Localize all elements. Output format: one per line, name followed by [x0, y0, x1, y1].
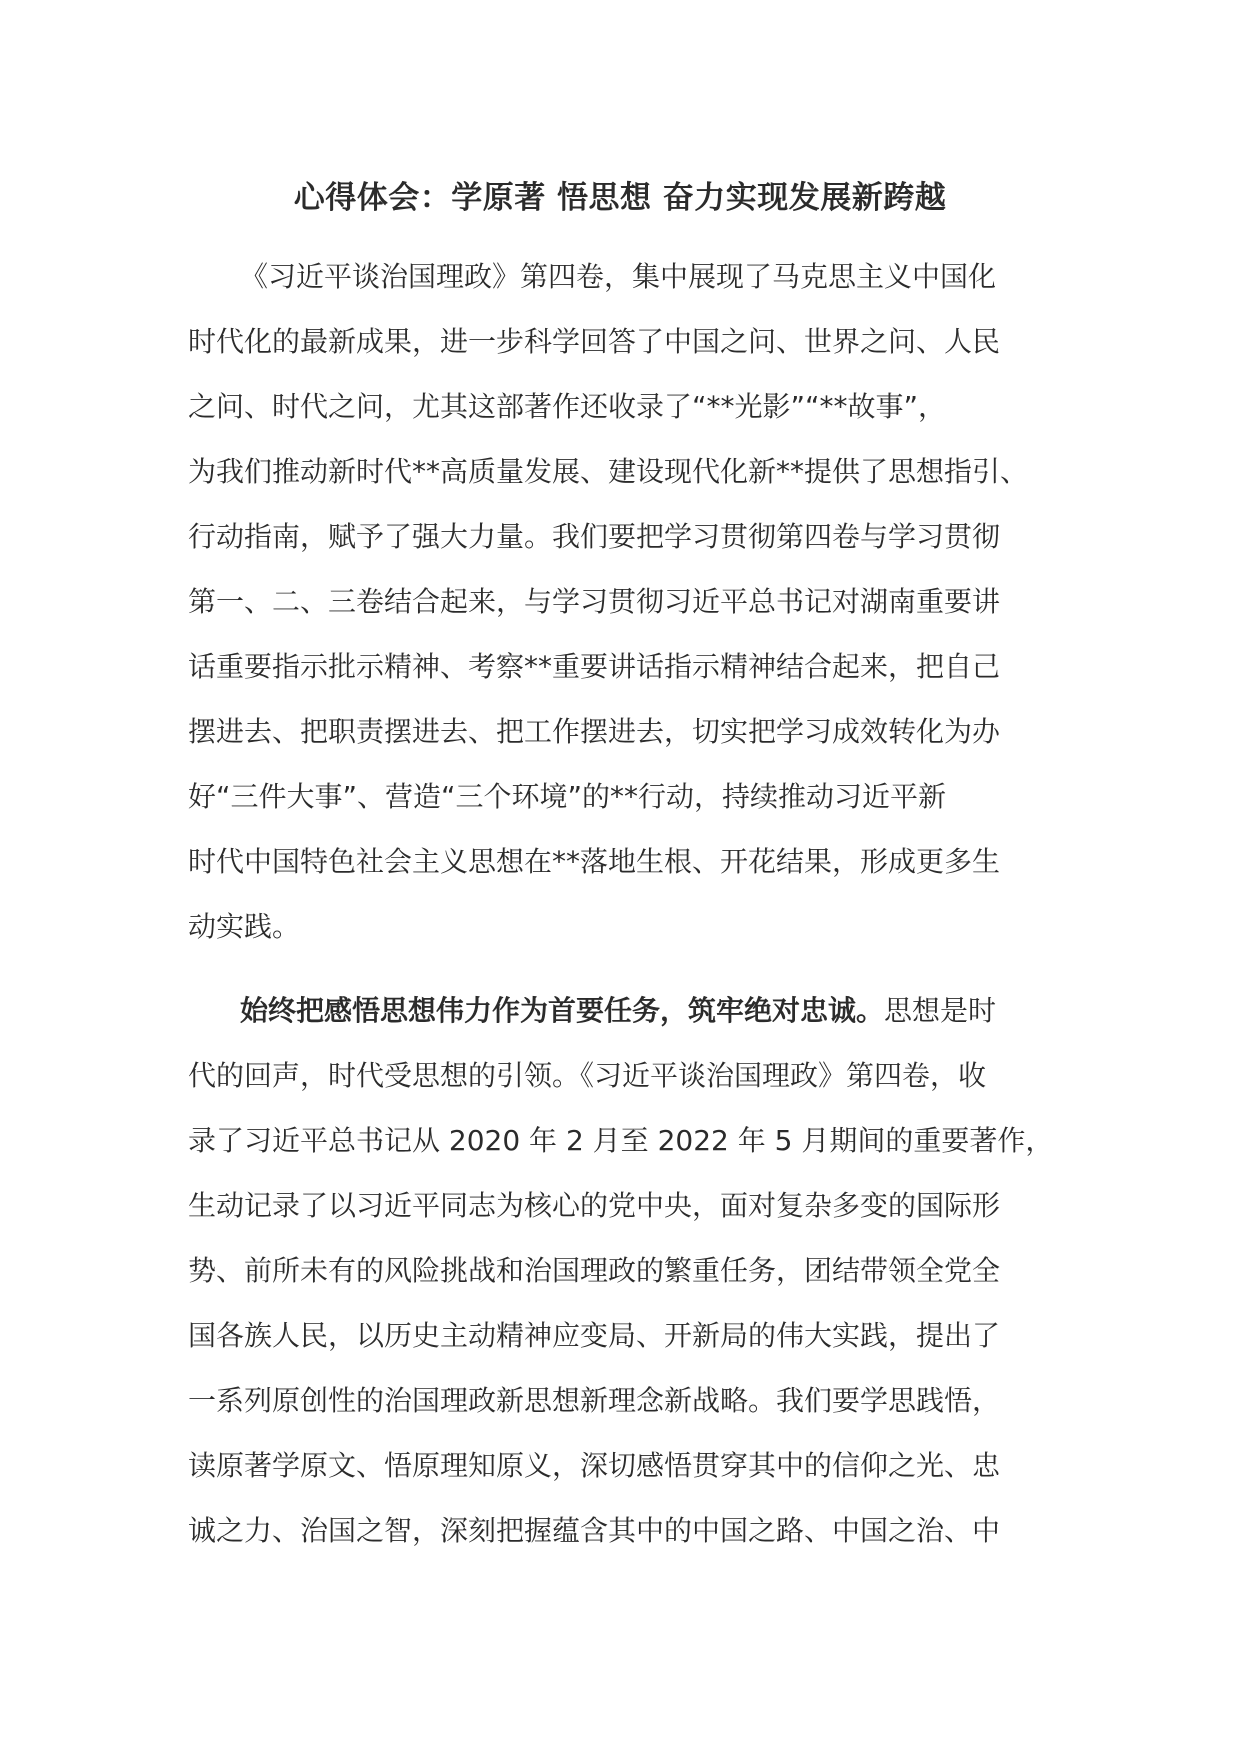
- text-line: 代的回声，时代受思想的引领。《习近平谈治国理政》第四卷，收: [188, 1059, 987, 1092]
- text-line: 好“三件大事”、营造“三个环境”的**行动，持续推动习近平新: [188, 780, 947, 813]
- text-line: 国各族人民，以历史主动精神应变局、开新局的伟大实践，提出了: [188, 1319, 1001, 1352]
- paragraph-1: [188, 244, 1078, 959]
- text-line: 读原著学原文、悟原理知原义，深切感悟贯穿其中的信仰之光、忠: [188, 1449, 1001, 1482]
- text-line: 行动指南，赋予了强大力量。我们要把学习贯彻第四卷与学习贯彻: [188, 520, 1001, 553]
- text-line: 诚之力、治国之智，深刻把握蕴含其中的中国之路、中国之治、中: [188, 1514, 1001, 1547]
- paragraph-2: [188, 978, 1078, 1563]
- text-line-lead: [188, 978, 1078, 1043]
- text-line: 动实践。: [188, 910, 301, 943]
- text-line: 录了习近平总书记从 2020 年 2 月至 2022 年 5 月期间的重要著作，: [188, 1124, 1054, 1157]
- text-line: 一系列原创性的治国理政新思想新理念新战略。我们要学思践悟，: [188, 1384, 1001, 1417]
- text-line: 《习近平谈治国理政》第四卷，集中展现了马克思主义中国化: [240, 260, 997, 293]
- text-line: 为我们推动新时代**高质量发展、建设现代化新**提供了思想指引、: [188, 455, 1029, 488]
- text-line: 第一、二、三卷结合起来，与学习贯彻习近平总书记对湖南重要讲: [188, 585, 1001, 618]
- text-line: 生动记录了以习近平同志为核心的党中央，面对复杂多变的国际形: [188, 1189, 1001, 1222]
- text-line: 时代化的最新成果，进一步科学回答了中国之问、世界之问、人民: [188, 325, 1001, 358]
- text-line: 之问、时代之问，尤其这部著作还收录了“**光影”“**故事”，: [188, 390, 947, 423]
- section-heading-inline: 始终把感悟思想伟力作为首要任务，筑牢绝对忠诚。: [240, 994, 885, 1027]
- lead-rest-text: 思想是时: [884, 994, 997, 1027]
- text-line: 话重要指示批示精神、考察**重要讲话指示精神结合起来，把自己: [188, 650, 1001, 683]
- text-line: 时代中国特色社会主义思想在**落地生根、开花结果，形成更多生: [188, 845, 1001, 878]
- text-line: 势、前所未有的风险挑战和治国理政的繁重任务，团结带领全党全: [188, 1254, 1001, 1287]
- document-title: 心得体会：学原著 悟思想 奋力实现发展新跨越: [293, 180, 947, 216]
- text-line: 摆进去、把职责摆进去、把工作摆进去，切实把学习成效转化为办: [188, 715, 1001, 748]
